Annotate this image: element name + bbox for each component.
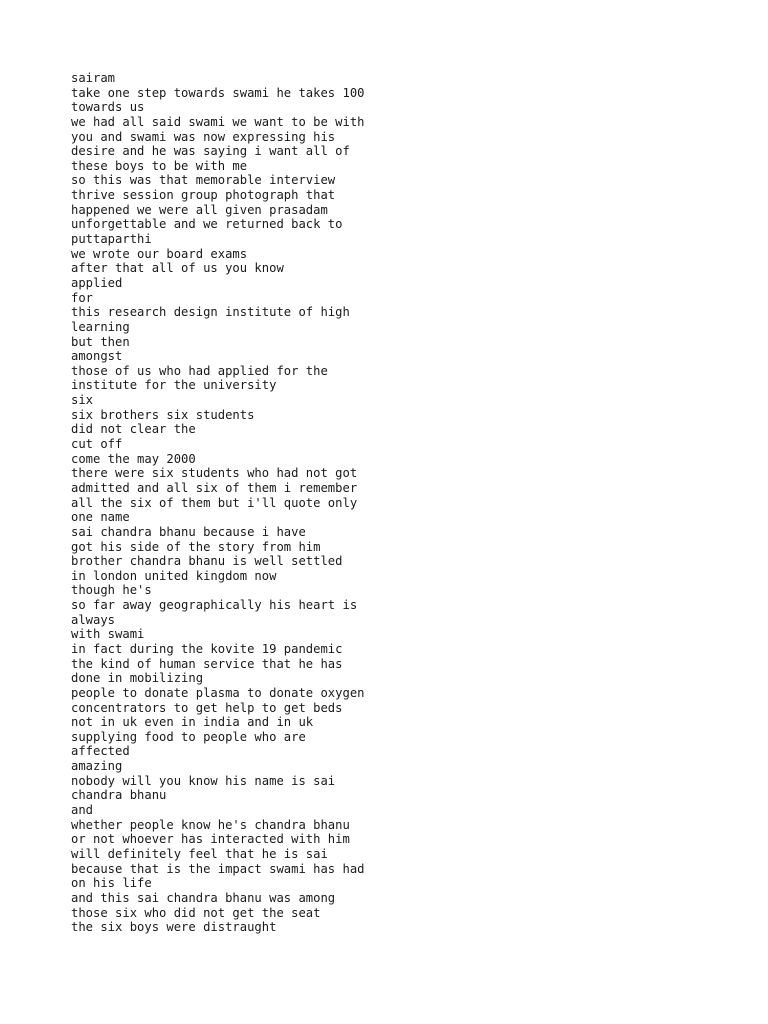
text-line: six brothers six students: [71, 407, 255, 422]
text-line: sairam: [71, 71, 116, 85]
text-line: done in mobilizing: [71, 671, 204, 686]
text-line: amazing: [71, 759, 123, 774]
text-line: towards us: [71, 100, 145, 115]
text-line: but then: [71, 334, 130, 349]
text-line: there were six students who had not got: [71, 466, 358, 481]
text-line: those six who did not get the seat: [71, 905, 321, 920]
text-line: with swami: [71, 627, 145, 642]
text-line: always: [71, 612, 116, 627]
text-line: because that is the impact swami has had: [71, 861, 365, 876]
text-line: so this was that memorable interview: [71, 173, 336, 188]
text-line: happened we were all given prasadam: [71, 202, 328, 217]
text-line: nobody will you know his name is sai: [71, 773, 336, 788]
text-line: in fact during the kovite 19 pandemic: [71, 641, 343, 656]
text-line: chandra bhanu: [71, 788, 167, 803]
text-line: got his side of the story from him: [71, 539, 321, 554]
text-line: brother chandra bhanu is well settled: [71, 554, 343, 569]
text-line: though he's: [71, 583, 152, 598]
text-line: thrive session group photograph that: [71, 188, 336, 203]
text-line: on his life: [71, 876, 152, 891]
text-line: cut off: [71, 437, 123, 452]
text-line: for: [71, 290, 94, 305]
text-line: in london united kingdom now: [71, 568, 277, 583]
text-line: these boys to be with me: [71, 158, 248, 173]
text-line: supplying food to people who are: [71, 729, 306, 744]
text-line: whether people know he's chandra bhanu: [71, 817, 350, 832]
text-line: applied: [71, 275, 123, 290]
text-line: sai chandra bhanu because i have: [71, 524, 306, 539]
text-line: one name: [71, 510, 130, 525]
text-line: amongst: [71, 349, 123, 364]
text-line: will definitely feel that he is sai: [71, 846, 328, 861]
text-line: or not whoever has interacted with him: [71, 832, 350, 847]
text-line: come the may 2000: [71, 451, 196, 466]
text-line: this research design institute of high: [71, 305, 350, 320]
text-line: all the six of them but i'll quote only: [71, 495, 358, 510]
text-line: six: [71, 393, 94, 408]
text-line: you and swami was now expressing his: [71, 129, 336, 144]
text-line: so far away geographically his heart is: [71, 598, 358, 613]
text-line: take one step towards swami he takes 100: [71, 85, 365, 100]
text-line: institute for the university: [71, 378, 277, 393]
text-line: not in uk even in india and in uk: [71, 715, 314, 730]
text-line: people to donate plasma to donate oxygen: [71, 685, 365, 700]
text-line: learning: [71, 319, 130, 334]
text-line: the kind of human service that he has: [71, 656, 343, 671]
text-line: did not clear the: [71, 422, 196, 437]
text-line: unforgettable and we returned back to: [71, 217, 343, 232]
text-line: puttaparthi: [71, 232, 152, 247]
text-line: concentrators to get help to get beds: [71, 700, 343, 715]
text-line: desire and he was saying i want all of: [71, 144, 350, 159]
text-line: we had all said swami we want to be with: [71, 114, 365, 129]
text-line: and: [71, 803, 94, 818]
text-line: after that all of us you know: [71, 261, 284, 276]
text-line: and this sai chandra bhanu was among: [71, 890, 336, 905]
text-line: the six boys were distraught: [71, 920, 277, 935]
text-line: we wrote our board exams: [71, 246, 248, 261]
text-line: affected: [71, 744, 130, 759]
text-line: those of us who had applied for the: [71, 363, 328, 378]
text-line: admitted and all six of them i remember: [71, 480, 358, 495]
transcript-text: [71, 71, 711, 935]
